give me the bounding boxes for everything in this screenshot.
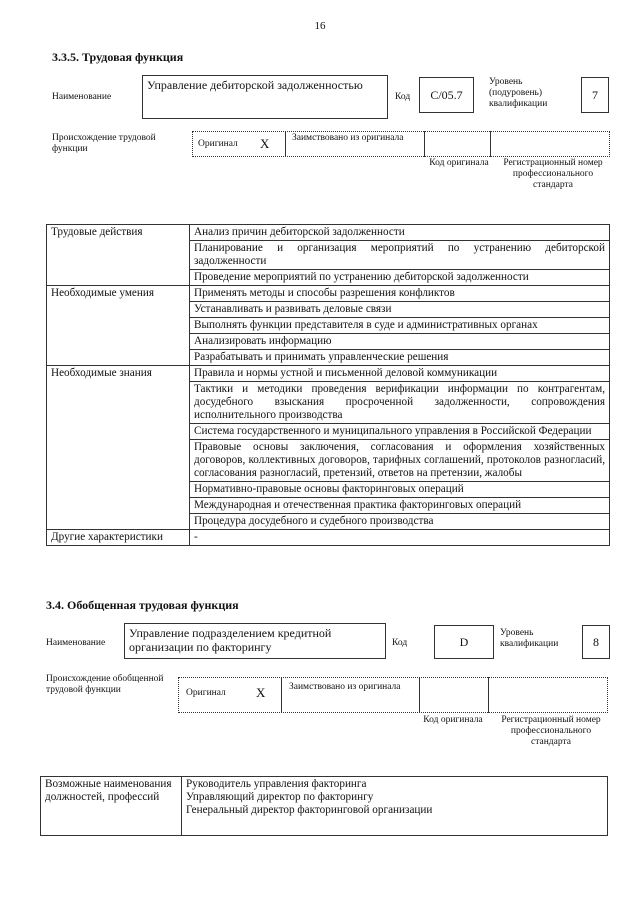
code-original-label: Код оригинала (423, 715, 483, 725)
origin-divider (490, 131, 491, 157)
row-item: Разрабатывать и принимать управленческие решения (190, 350, 610, 366)
code-label: Код (392, 638, 408, 648)
positions-table (40, 776, 608, 836)
positions-row (41, 777, 608, 836)
table-row (47, 366, 610, 382)
original-label: Оригинал (186, 688, 226, 698)
row-item: - (190, 530, 610, 546)
name-label: Наименование (46, 638, 106, 648)
origin-divider (281, 677, 282, 713)
code-value: D (459, 635, 469, 649)
name-label: Наименование (52, 92, 112, 102)
table-row (47, 225, 610, 241)
origin-divider (419, 677, 420, 713)
row-item: Анализировать информацию (190, 334, 610, 350)
section-title: 3.4. Обобщенная трудовая функция (46, 598, 239, 612)
positions-cell (182, 777, 608, 836)
borrowed-label: Заимствовано из оригинала (289, 682, 401, 692)
level-value: 8 (593, 635, 599, 649)
function-name-box (124, 623, 386, 659)
code-box (434, 625, 494, 659)
positions-label: Возможные наименования должностей, профессий (41, 777, 182, 836)
level-box (581, 77, 609, 113)
row-item: Выполнять функции представителя в суде и административных органах (190, 318, 610, 334)
row-item: Проведение мероприятий по устранению дебиторской задолженности (190, 270, 610, 286)
row-label: Необходимые знания (47, 366, 190, 530)
reg-number-label: Регистрационный номер профессионального стандарта (503, 158, 603, 190)
row-item: Нормативно-правовые основы факторинговых операций (190, 482, 610, 498)
page-number: 16 (314, 20, 326, 32)
code-value: С/05.7 (430, 88, 463, 102)
origin-divider (285, 131, 286, 157)
original-mark: X (256, 685, 266, 700)
code-label: Код (395, 92, 411, 102)
original-mark: X (260, 136, 270, 151)
origin-label: Происхождение обобщенной трудовой функции (46, 674, 164, 695)
level-box (582, 625, 610, 659)
position-item: Управляющий директор по факторингу (186, 791, 374, 803)
row-item: Правила и нормы устной и письменной деловой коммуникации (190, 366, 610, 382)
origin-label: Происхождение трудовой функции (52, 133, 156, 154)
function-name: Управление подразделением кредитной организации по факторингу (129, 626, 332, 654)
position-item: Генеральный директор факторинговой организации (186, 804, 433, 816)
row-item: Устанавливать и развивать деловые связи (190, 302, 610, 318)
row-item: Планирование и организация мероприятий по устранению дебиторской задолженности (190, 241, 610, 270)
code-original-label: Код оригинала (429, 158, 489, 168)
row-item: Применять методы и способы разрешения конфликтов (190, 286, 610, 302)
table-row (47, 286, 610, 302)
code-box (419, 77, 474, 113)
table-row (47, 530, 610, 546)
section-title: 3.3.5. Трудовая функция (52, 50, 184, 64)
row-item: Система государственного и муниципального управления в Российской Федерации (190, 424, 610, 440)
work-function-table (46, 224, 610, 546)
function-name: Управление дебиторской задолженностью (147, 78, 363, 92)
row-item: Процедура досудебного и судебного производства (190, 514, 610, 530)
row-label: Другие характеристики (47, 530, 190, 546)
reg-number-label: Регистрационный номер профессионального стандарта (501, 715, 601, 747)
origin-divider (488, 677, 489, 713)
row-item: Анализ причин дебиторской задолженности (190, 225, 610, 241)
row-label: Необходимые умения (47, 286, 190, 366)
row-item: Международная и отечественная практика факторинговых операций (190, 498, 610, 514)
position-item: Руководитель управления факторинга (186, 778, 367, 790)
borrowed-label: Заимствовано из оригинала (292, 133, 404, 143)
origin-divider (424, 131, 425, 157)
function-name-box (142, 75, 388, 119)
row-label: Трудовые действия (47, 225, 190, 286)
row-item: Тактики и методики проведения верификации информации по контрагентам, досудебного взыскания просроченной задолженности, сопровождения исполнительного производства (190, 382, 610, 424)
level-label: Уровень (подуровень) квалификации (489, 77, 548, 109)
level-value: 7 (592, 88, 598, 102)
row-item: Правовые основы заключения, согласования и оформления хозяйственных договоров, коллективных договоров, тарифных соглашений, протоколов разногласий, согласования разногласий, претензий, ответов на претензии, жалобы (190, 440, 610, 482)
level-label: Уровень квалификации (500, 628, 559, 649)
original-label: Оригинал (198, 139, 238, 149)
